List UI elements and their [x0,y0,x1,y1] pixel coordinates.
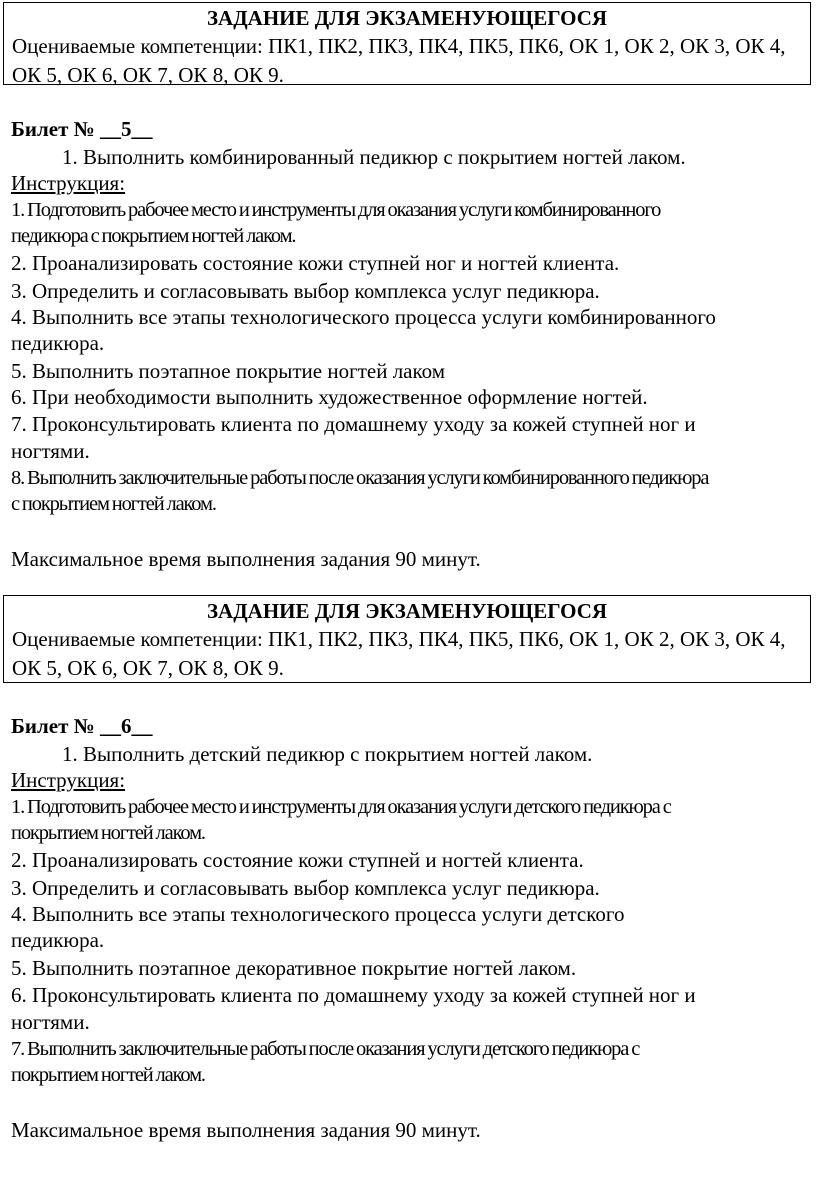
exam-header-box [3,2,811,85]
instruction-line: 2. Проанализировать состояние кожи ступней ног и ногтей клиента. [11,251,620,275]
instruction-line: 7. Проконсультировать клиента по домашнему уходу за кожей ступней ног и [11,412,696,436]
instruction-line: покрытием ногтей лаком. [11,1064,205,1086]
instruction-line: с покрытием ногтей лаком. [11,493,216,515]
instruction-line: ногтями. [11,1010,90,1034]
instruction-line: 4. Выполнить все этапы технологического процесса услуги детского [11,902,625,926]
ticket-number: __6__ [100,714,153,738]
ticket-label-text: Билет № [11,714,95,738]
instruction-line: педикюра. [11,928,105,952]
instruction-label: Инструкция: [11,768,126,792]
instruction-line: 1. Подготовить рабочее место и инструменты для оказания услуги комбинированного [11,199,661,221]
header-title: ЗАДАНИЕ ДЛЯ ЭКЗАМЕНУЮЩЕГОСЯ [206,6,608,30]
exam-header-box [3,595,811,683]
instruction-line: 6. При необходимости выполнить художественное оформление ногтей. [11,385,648,409]
instruction-line: педикюра с покрытием ногтей лаком. [11,225,296,247]
instruction-line: 4. Выполнить все этапы технологического процесса услуги комбинированного [11,305,716,329]
instruction-line: 5. Выполнить поэтапное покрытие ногтей лаком [11,359,446,383]
ticket-label [11,115,153,144]
max-time-text: Максимальное время выполнения задания 90 минут. [11,547,481,571]
instruction-line: педикюра. [11,331,105,355]
competencies-text: Оцениваемые компетенции: ПК1, ПК2, ПК3, ПК4, ПК5, ПК6, ОК 1, ОК 2, ОК 3, ОК 4, ОК 5, ОК 6, ОК 7, ОК 8, ОК 9. [12,34,786,87]
max-time-text: Максимальное время выполнения задания 90 минут. [11,1118,481,1142]
task-text: 1. Выполнить комбинированный педикюр с покрытием ногтей лаком. [62,145,686,169]
task-text: 1. Выполнить детский педикюр с покрытием ногтей лаком. [62,742,593,766]
instruction-line: 3. Определить и согласовывать выбор комплекса услуг педикюра. [11,279,600,303]
competencies-text: Оцениваемые компетенции: ПК1, ПК2, ПК3, ПК4, ПК5, ПК6, ОК 1, ОК 2, ОК 3, ОК 4, ОК 5, ОК 6, ОК 7, ОК 8, ОК 9. [12,627,786,680]
instruction-line: 1. Подготовить рабочее место и инструменты для оказания услуги детского педикюра с [11,796,671,818]
ticket-label-text: Билет № [11,117,95,141]
instruction-line: 8. Выполнить заключительные работы после оказания услуги комбинированного педикюра [11,467,709,489]
ticket-number: __5__ [100,117,153,141]
ticket-label [11,712,153,741]
instruction-line: 5. Выполнить поэтапное декоративное покрытие ногтей лаком. [11,956,577,980]
instruction-line: 6. Проконсультировать клиента по домашнему уходу за кожей ступней ног и [11,983,696,1007]
header-title: ЗАДАНИЕ ДЛЯ ЭКЗАМЕНУЮЩЕГОСЯ [206,599,608,623]
instruction-line: ногтями. [11,439,90,463]
instruction-line: 2. Проанализировать состояние кожи ступней и ногтей клиента. [11,848,584,872]
instruction-line: 3. Определить и согласовывать выбор комплекса услуг педикюра. [11,876,600,900]
instruction-line: 7. Выполнить заключительные работы после оказания услуги детского педикюра с [11,1038,640,1060]
instruction-label: Инструкция: [11,171,126,195]
instruction-line: покрытием ногтей лаком. [11,822,205,844]
